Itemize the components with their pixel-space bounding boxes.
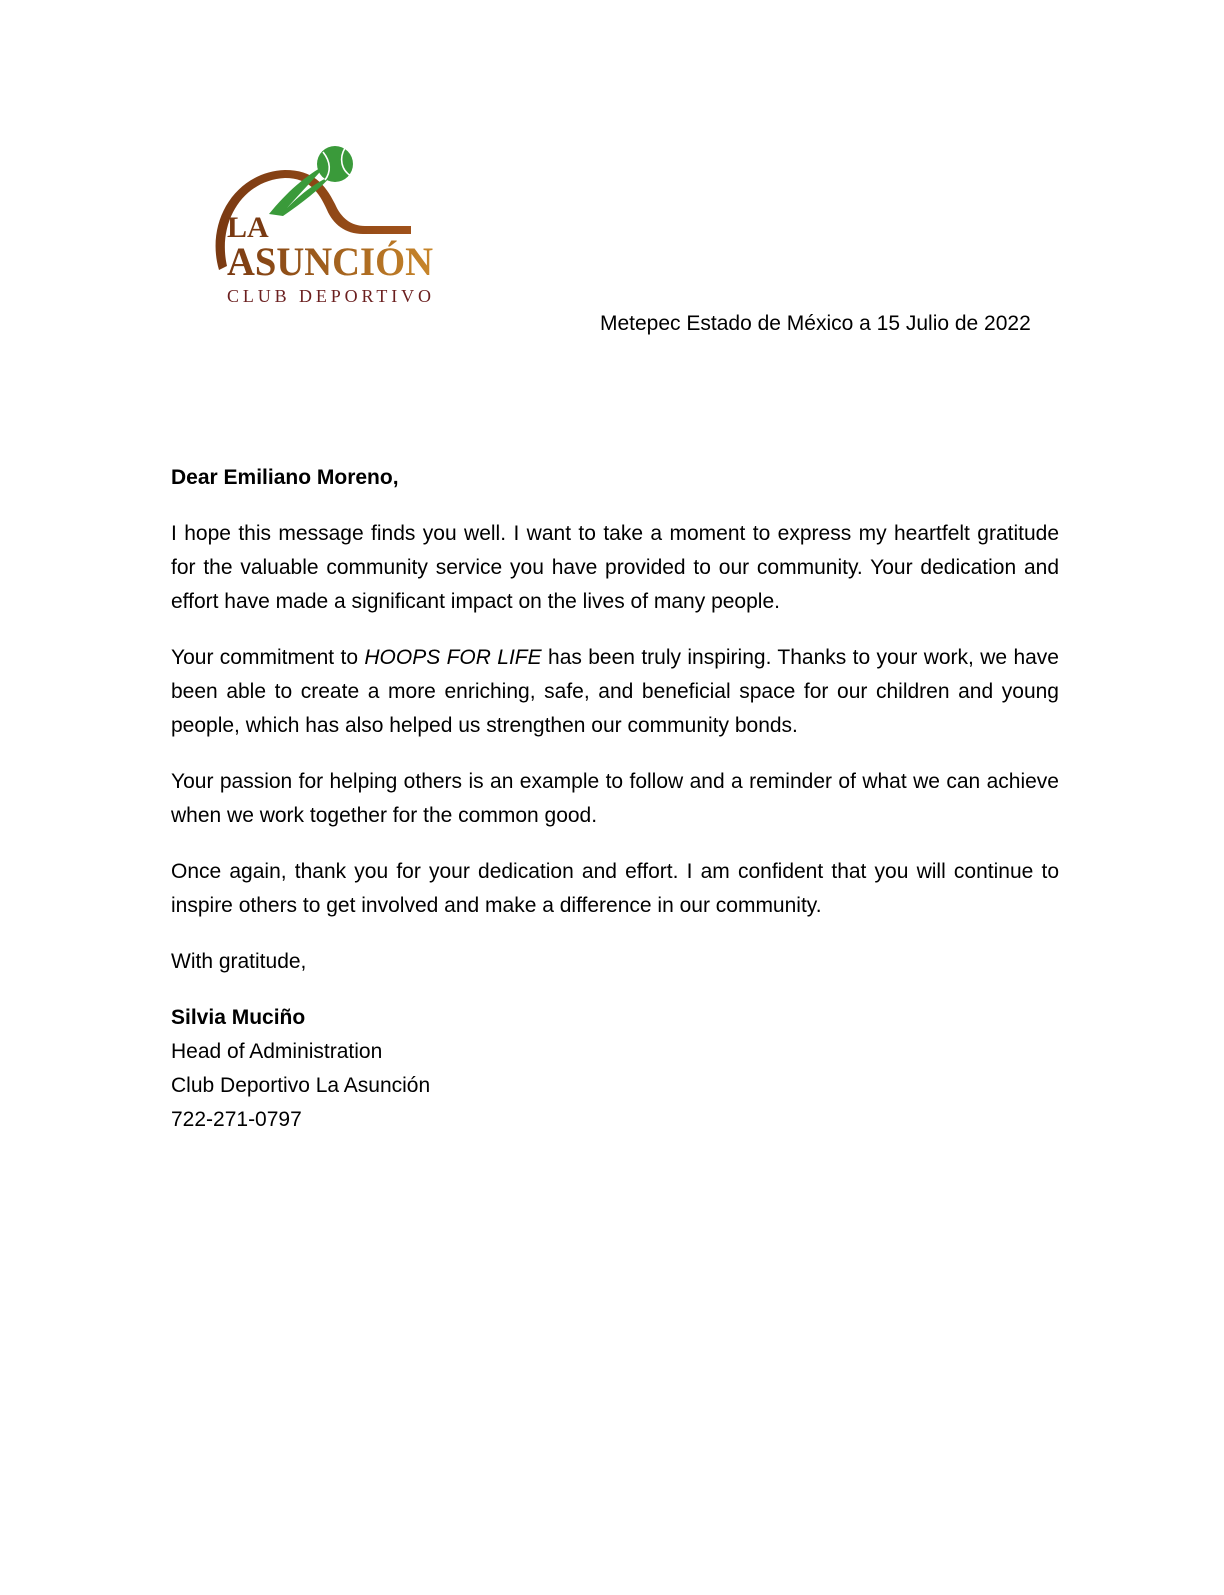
signature-organization: Club Deportivo La Asunción bbox=[171, 1074, 431, 1097]
date-line: Metepec Estado de México a 15 Julio de 2022 bbox=[600, 312, 1031, 335]
greeting: Dear Emiliano Moreno, bbox=[171, 466, 399, 489]
paragraph-2: Your commitment to HOOPS FOR LIFE has been truly inspiring. Thanks to your work, we have been able to create a more enriching, safe, and beneficial space for our children and young people, which has also helped us strengthen our community bonds. bbox=[171, 646, 1059, 737]
club-logo bbox=[205, 142, 445, 310]
signature-phone: 722-271-0797 bbox=[171, 1108, 302, 1131]
logo-text-club: CLUB DEPORTIVO bbox=[227, 286, 431, 306]
letter-body bbox=[171, 461, 1059, 1137]
paragraph-3: Your passion for helping others is an example to follow and a reminder of what we can achieve when we work together for the common good. bbox=[171, 770, 1059, 827]
closing: With gratitude, bbox=[171, 950, 307, 973]
signature-name: Silvia Muciño bbox=[171, 1006, 306, 1029]
paragraph-4: Once again, thank you for your dedication and effort. I am confident that you will continue to inspire others to get involved and make a difference in our community. bbox=[171, 860, 1059, 917]
paragraph-1: I hope this message finds you well. I want to take a moment to express my heartfelt gratitude for the valuable community service you have provided to our community. Your dedication and effort have made a significant impact on the lives of many people. bbox=[171, 522, 1059, 613]
logo-ball bbox=[317, 146, 353, 182]
signature-title: Head of Administration bbox=[171, 1040, 383, 1063]
logo-text-asuncion: ASUNCIÓN bbox=[227, 239, 434, 284]
logo-text-la: LA bbox=[227, 211, 269, 244]
program-name: HOOPS FOR LIFE bbox=[364, 646, 542, 669]
signature-block bbox=[171, 1001, 1059, 1137]
